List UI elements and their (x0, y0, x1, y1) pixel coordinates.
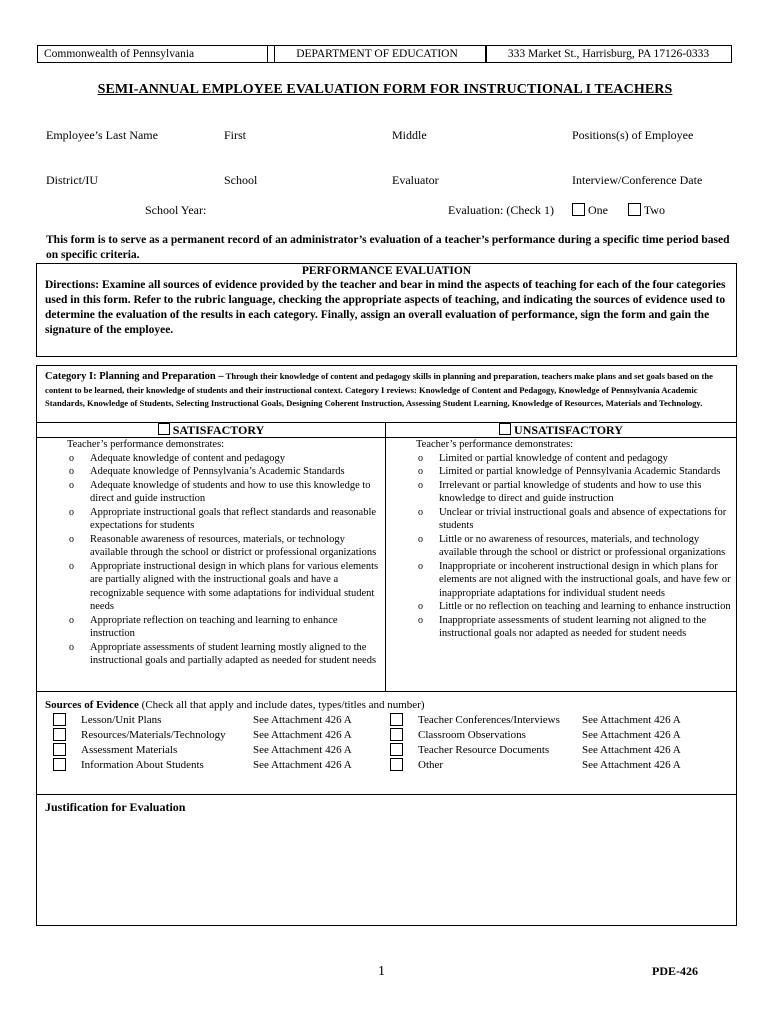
list-item[interactable]: o Appropriate instructional design in which plans for various elements are partially aligned with the instructional goals and have a recognizable sequence with some adaptations for individual student needs (69, 560, 379, 612)
checkbox-one[interactable] (572, 203, 585, 216)
list-item[interactable]: o Adequate knowledge of Pennsylvania’s Academic Standards (69, 466, 345, 477)
intro-statement: This form is to serve as a permanent record of an administrator’s evaluation of a teacher’s performance during a specific time period based on specific criteria. (46, 234, 730, 261)
field-interview-date[interactable]: Interview/Conference Date (572, 173, 703, 187)
form-title: SEMI-ANNUAL EMPLOYEE EVALUATION FORM FOR INSTRUCTIONAL I TEACHERS (97, 82, 673, 97)
field-positions[interactable]: Positions(s) of Employee (572, 128, 694, 142)
satisfactory-intro: Teacher’s performance demonstrates: (67, 439, 225, 450)
unsatisfactory-heading[interactable]: UNSATISFACTORY (386, 423, 736, 438)
unsatisfactory-checkbox[interactable] (499, 423, 511, 435)
evidence-row[interactable]: Resources/Materials/Technology See Attachment 426 A (53, 728, 393, 743)
form-code: PDE-426 (652, 964, 698, 978)
evidence-checkbox[interactable] (53, 728, 66, 741)
evaluation-option-two[interactable]: Two (628, 203, 665, 218)
category-description: Through their knowledge of content and pedagogy skills in planning and preparation, teachers make plans and set goals based on the content to be learned, their knowledge of students and their instructional context. Category I reviews: Knowledge of Content and Pedagogy, Knowledge of Pennsylvania Academic Standards, Knowledge of Students, Selecting Instructional Goals, Designing Coherent Instruction, Assessing Student Learning, Knowledge of Resources, Materials and Technology. (45, 371, 713, 408)
rubric-columns (37, 423, 736, 692)
list-item[interactable]: o Limited or partial knowledge of Pennsylvania Academic Standards (418, 466, 721, 477)
evidence-section (37, 692, 736, 795)
evidence-left (53, 713, 393, 773)
field-first[interactable]: First (224, 128, 247, 142)
header-department: DEPARTMENT OF EDUCATION (267, 45, 487, 63)
list-item[interactable]: o Little or no awareness of resources, materials, and technology available through the school or district or professional organizations (418, 533, 726, 558)
list-item[interactable]: o Appropriate reflection on teaching and learning to enhance instruction (69, 614, 338, 639)
category-box (36, 365, 737, 926)
evidence-checkbox[interactable] (390, 713, 403, 726)
evaluation-option-one[interactable]: One (572, 203, 608, 218)
evidence-checkbox[interactable] (53, 758, 66, 771)
evidence-row[interactable]: Lesson/Unit Plans See Attachment 426 A (53, 713, 393, 728)
evidence-row[interactable]: Classroom Observations See Attachment 426 A (390, 728, 730, 743)
evidence-note: (Check all that apply and include dates, types/titles and number) (138, 699, 425, 711)
performance-heading: PERFORMANCE EVALUATION (301, 265, 472, 277)
evidence-row[interactable]: Other See Attachment 426 A (390, 758, 730, 773)
list-item[interactable]: o Limited or partial knowledge of content and pedagogy (418, 452, 668, 464)
satisfactory-heading[interactable]: SATISFACTORY (37, 423, 385, 438)
field-school-year[interactable]: School Year: (145, 203, 207, 217)
field-school[interactable]: School (224, 173, 258, 187)
satisfactory-checkbox[interactable] (158, 423, 170, 435)
unsatisfactory-intro: Teacher’s performance demonstrates: (416, 439, 574, 450)
satisfactory-column (37, 423, 385, 668)
evidence-checkbox[interactable] (390, 743, 403, 756)
evidence-row[interactable]: Teacher Resource Documents See Attachment 426 A (390, 743, 730, 758)
list-item[interactable]: o Inappropriate or incoherent instructional design in which plans for elements are not aligned with the instructional goals, and have few or inappropriate adaptations for individual student needs (418, 560, 731, 599)
evidence-row[interactable]: Teacher Conferences/Interviews See Attachment 426 A (390, 713, 730, 728)
evidence-row[interactable]: Assessment Materials See Attachment 426 A (53, 743, 393, 758)
evidence-row[interactable]: Information About Students See Attachment 426 A (53, 758, 393, 773)
evidence-checkbox[interactable] (390, 758, 403, 771)
field-district[interactable]: District/IU (46, 173, 98, 187)
list-item[interactable]: o Inappropriate assessments of student learning not aligned to the instructional goals nor adapted as needed for student needs (418, 614, 707, 639)
list-item[interactable]: o Little or no reflection on teaching and learning to enhance instruction (418, 601, 731, 612)
list-item[interactable]: o Adequate knowledge of content and pedagogy (69, 452, 286, 464)
justification-section[interactable] (37, 795, 736, 927)
evaluation-check-label: Evaluation: (Check 1) (448, 203, 554, 217)
list-item[interactable]: o Reasonable awareness of resources, materials, or technology available through the school or district or professional organizations (69, 533, 377, 558)
evidence-checkbox[interactable] (53, 743, 66, 756)
list-item[interactable]: o Adequate knowledge of students and how to use this knowledge to direct and guide instruction (69, 479, 371, 504)
evidence-header (37, 692, 736, 712)
satisfactory-list (37, 452, 385, 668)
header-agency: Commonwealth of Pennsylvania (37, 45, 275, 63)
list-item[interactable]: o Appropriate instructional goals that reflect standards and reasonable expectations for students (69, 506, 377, 531)
header-address: 333 Market St., Harrisburg, PA 17126-0333 (485, 45, 732, 63)
performance-directions: Directions: Examine all sources of evidence provided by the teacher and bear in mind the aspects of teaching for each of the four categories used in this form. Refer to the rubric language, checking the appropriate aspects of teaching, and indicating the sources of evidence used to determine the evaluation of the results in each category. Finally, assign an overall evaluation of performance, sign the form and gain the signature of the employee. (45, 279, 726, 336)
checkbox-two[interactable] (628, 203, 641, 216)
category-title: Category I: Planning and Preparation – (45, 371, 224, 382)
list-item[interactable]: o Unclear or trivial instructional goals and absence of expectations for students (418, 506, 727, 531)
field-middle[interactable]: Middle (392, 128, 427, 142)
justification-heading: Justification for Evaluation (45, 800, 186, 814)
field-last-name[interactable]: Employee’s Last Name (46, 128, 158, 142)
page-number: 1 (378, 964, 385, 979)
unsatisfactory-column (386, 423, 736, 641)
evidence-checkbox[interactable] (390, 728, 403, 741)
list-item[interactable]: o Appropriate assessments of student learning mostly aligned to the instructional goals and partially adapted as needed for student needs (69, 641, 377, 666)
unsatisfactory-list (386, 452, 736, 641)
field-evaluator[interactable]: Evaluator (392, 173, 439, 187)
category-description-block (37, 366, 736, 423)
evidence-checkbox[interactable] (53, 713, 66, 726)
performance-evaluation-box (36, 263, 737, 357)
evidence-heading: Sources of Evidence (45, 699, 139, 711)
evidence-right (390, 713, 730, 773)
list-item[interactable]: o Irrelevant or partial knowledge of students and how to use this knowledge to direct and guide instruction (418, 479, 702, 504)
